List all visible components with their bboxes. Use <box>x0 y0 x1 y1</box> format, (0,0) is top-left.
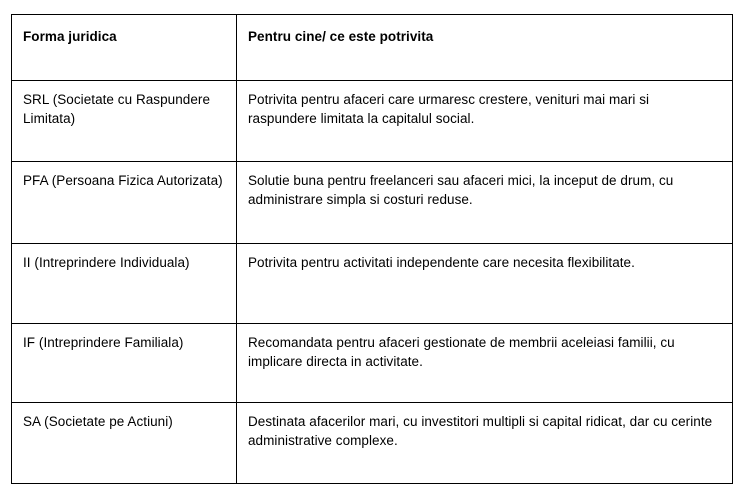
cell-forma-sa-text: SA (Societate pe Actiuni) <box>23 414 173 429</box>
table-row <box>12 244 733 324</box>
table-header <box>12 15 733 81</box>
cell-descriere-ii-text: Potrivita pentru activitati independente care necesita flexibilitate. <box>248 255 635 270</box>
cell-descriere-srl-text: Potrivita pentru afaceri care urmaresc crestere, venituri mai mari si raspundere limitata la capitalul social. <box>248 92 650 127</box>
column-header-forma-juridica <box>12 15 237 81</box>
cell-descriere-if <box>237 324 733 403</box>
cell-forma-pfa <box>12 162 237 244</box>
table-body <box>12 81 733 484</box>
cell-descriere-pfa-text: Solutie buna pentru freelanceri sau afaceri mici, la inceput de drum, cu administrare simpla si costuri reduse. <box>248 173 674 208</box>
cell-descriere-ii <box>237 244 733 324</box>
column-header-pentru-cine-label: Pentru cine/ ce este potrivita <box>248 29 434 44</box>
column-header-pentru-cine <box>237 15 733 81</box>
cell-forma-srl <box>12 81 237 162</box>
cell-forma-pfa-text: PFA (Persoana Fizica Autorizata) <box>23 173 223 188</box>
table-header-row <box>12 15 733 81</box>
cell-forma-if <box>12 324 237 403</box>
table-row <box>12 162 733 244</box>
cell-descriere-if-text: Recomandata pentru afaceri gestionate de membrii aceleiasi familii, cu implicare directa in activitate. <box>248 335 675 370</box>
table-row <box>12 403 733 484</box>
cell-descriere-pfa <box>237 162 733 244</box>
cell-forma-ii-text: II (Intreprindere Individuala) <box>23 255 190 270</box>
column-header-forma-juridica-label: Forma juridica <box>23 29 117 44</box>
cell-forma-srl-text: SRL (Societate cu Raspundere Limitata) <box>23 92 211 127</box>
table-row <box>12 324 733 403</box>
table-row <box>12 81 733 162</box>
cell-forma-if-text: IF (Intreprindere Familiala) <box>23 335 184 350</box>
legal-forms-table <box>11 14 733 484</box>
cell-descriere-srl <box>237 81 733 162</box>
cell-descriere-sa <box>237 403 733 484</box>
cell-forma-ii <box>12 244 237 324</box>
cell-descriere-sa-text: Destinata afacerilor mari, cu investitori multipli si capital ridicat, dar cu cerinte administrative complexe. <box>248 414 713 449</box>
cell-forma-sa <box>12 403 237 484</box>
